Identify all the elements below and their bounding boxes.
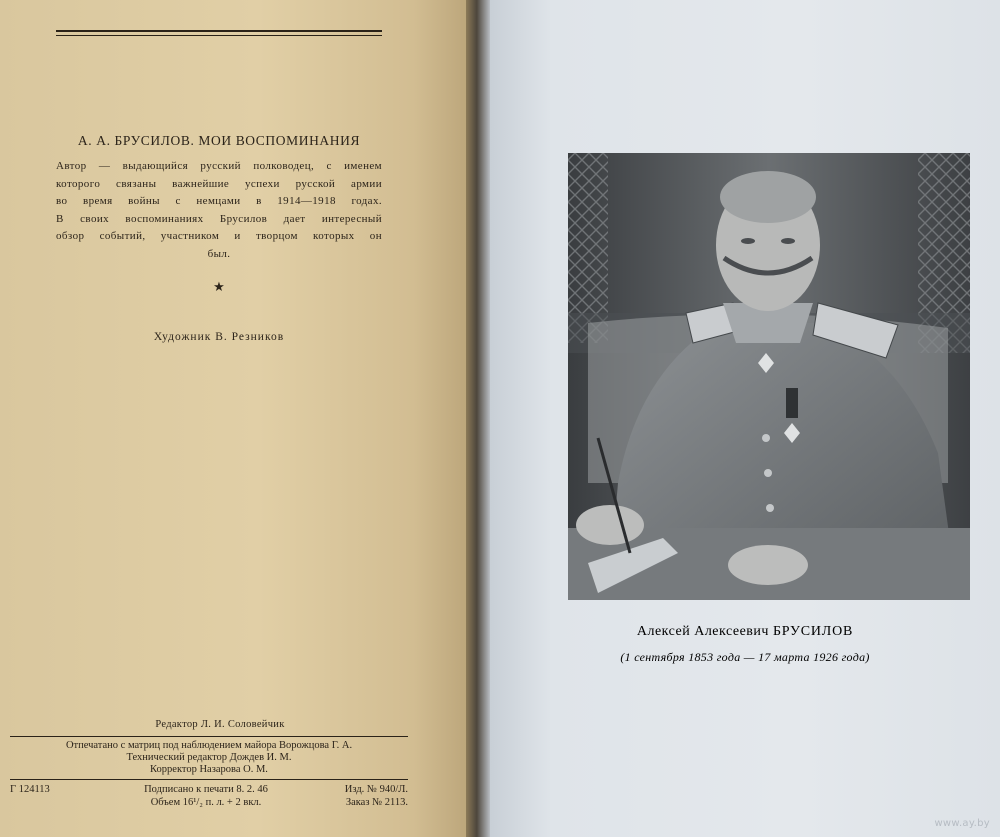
artist-credit: Художник В. Резников xyxy=(153,331,285,343)
caption-surname: БРУСИЛОВ xyxy=(772,624,854,639)
portrait-caption xyxy=(490,624,1000,640)
annotation-line: был. xyxy=(207,247,231,260)
imprint-line: Отпечатано с матриц под наблюдением майора Ворожцова Г. А. xyxy=(65,740,353,751)
top-double-rule xyxy=(56,30,382,32)
watermark: www.ay.by xyxy=(934,818,990,829)
publication-code: Г 124113 xyxy=(10,784,50,795)
imprint-line: Корректор Назарова О. М. xyxy=(150,764,268,775)
annotation-line: которого связаны важнейшие успехи русской армии xyxy=(56,177,382,190)
order-number: Заказ № 2113. xyxy=(345,797,408,808)
caption-dates: (1 сентября 1853 года — 17 марта 1926 года) xyxy=(620,650,870,664)
annotation-line: В своих воспоминаниях Брусилов дает интересный xyxy=(56,212,382,225)
caption-given-names: Алексей Алексеевич xyxy=(636,624,769,639)
annotation-line: обзор событий, участником и творцом которых он xyxy=(56,230,382,243)
annotation-line: во время войны с немцами в 1914—1918 годах. xyxy=(56,195,382,208)
colophon-rule xyxy=(10,779,408,780)
signed-date: Подписано к печати 8. 2. 46 xyxy=(144,784,268,795)
portrait-illustration xyxy=(568,153,970,600)
annotation-line: Автор — выдающийся русский полководец, с именем xyxy=(56,160,382,172)
publisher-number: Изд. № 940/Л. xyxy=(344,784,408,795)
top-double-rule-thin xyxy=(56,35,382,36)
imprint-line: Технический редактор Дождев И. М. xyxy=(126,752,292,763)
star-ornament: ★ xyxy=(213,279,225,294)
volume: Объем 16¹/₂ п. л. + 2 вкл. xyxy=(150,797,262,808)
portrait-image xyxy=(568,153,970,600)
imprint-block xyxy=(0,740,418,776)
colophon-left xyxy=(10,783,50,796)
annotation xyxy=(56,158,382,264)
book-gutter xyxy=(466,0,490,837)
colophon-center xyxy=(144,783,268,809)
left-page xyxy=(0,0,470,837)
editor-credit: Редактор Л. И. Соловейчик xyxy=(155,719,285,730)
imprint-rule xyxy=(10,736,408,737)
colophon-right xyxy=(345,783,408,809)
book-title: А. А. БРУСИЛОВ. МОИ ВОСПОМИНАНИЯ xyxy=(77,133,361,148)
